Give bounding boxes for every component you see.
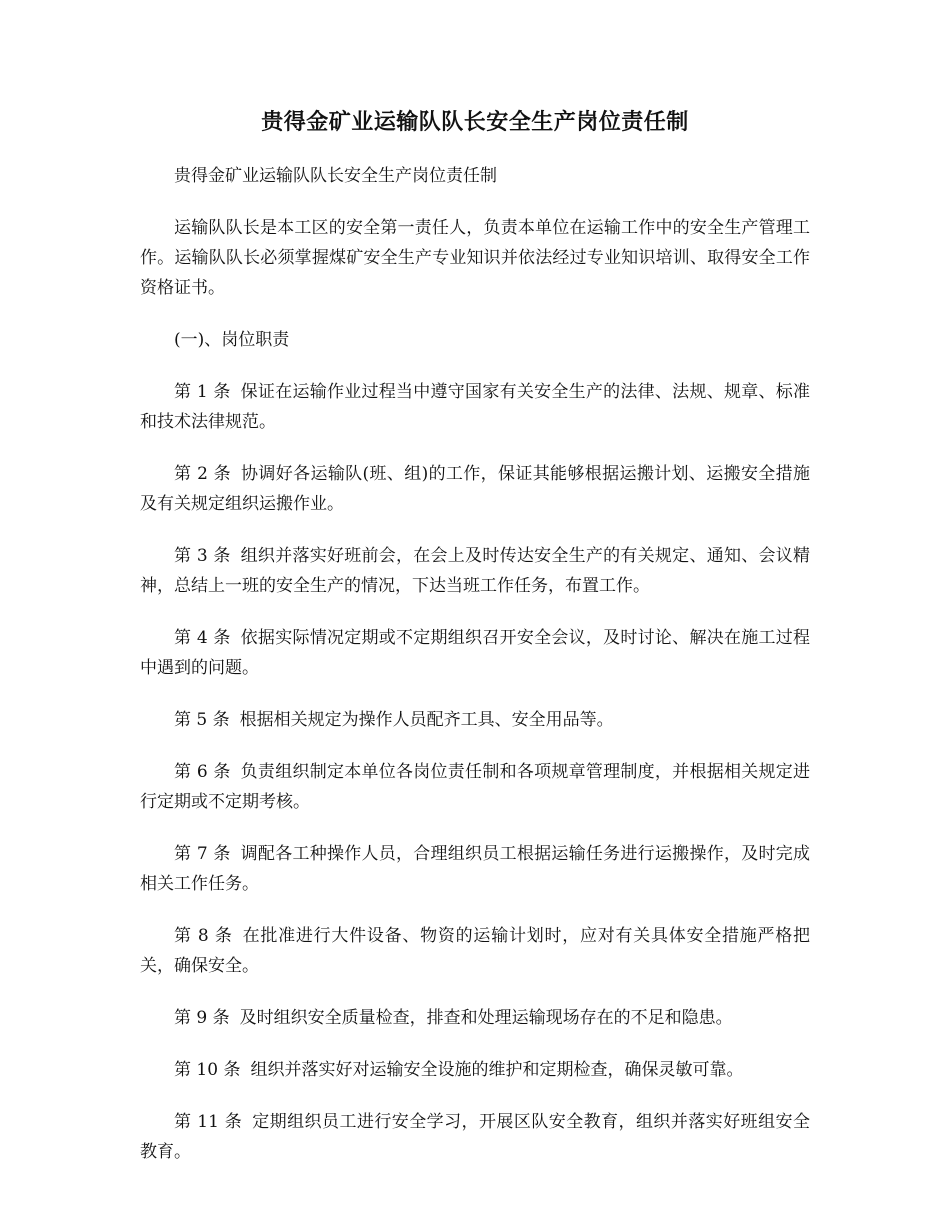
article-2 — [140, 459, 810, 519]
article-text: 负责组织制定本单位各岗位责任制和各项规章管理制度，并根据相关规定进行定期或不定期考核。 — [140, 761, 811, 812]
article-number: 第 1 条 — [174, 381, 231, 402]
article-text: 定期组织员工进行安全学习，开展区队安全教育，组织并落实好班组安全教育。 — [140, 1111, 810, 1162]
article-number: 第 3 条 — [174, 545, 231, 566]
article-10 — [140, 1055, 810, 1085]
article-1 — [140, 377, 810, 437]
article-number: 第 2 条 — [174, 463, 232, 484]
document-title: 贵得金矿业运输队队长安全生产岗位责任制 — [261, 109, 689, 135]
article-number: 第 11 条 — [174, 1111, 243, 1132]
article-number: 第 4 条 — [174, 627, 231, 648]
article-text: 在批准进行大件设备、物资的运输计划时，应对有关具体安全措施严格把关，确保安全。 — [140, 925, 810, 976]
document-page — [140, 108, 810, 1189]
article-text: 保证在运输作业过程当中遵守国家有关安全生产的法律、法规、规章、标准和技术法律规范。 — [140, 381, 811, 432]
article-text: 调配各工种操作人员，合理组织员工根据运输任务进行运搬操作，及时完成相关工作任务。 — [140, 843, 811, 894]
article-text: 协调好各运输队(班、组)的工作，保证其能够根据运搬计划、运搬安全措施及有关规定组织运搬作业。 — [140, 463, 811, 514]
article-9 — [140, 1003, 810, 1033]
article-number: 第 6 条 — [174, 761, 231, 782]
section-heading: (一)、岗位职责 — [174, 329, 290, 350]
article-text: 根据相关规定为操作人员配齐工具、安全用品等。 — [239, 709, 614, 730]
article-number: 第 10 条 — [174, 1059, 241, 1080]
article-text: 组织并落实好班前会，在会上及时传达安全生产的有关规定、通知、会议精神，总结上一班的安全生产的情况，下达当班工作任务，布置工作。 — [140, 545, 811, 596]
article-text: 依据实际情况定期或不定期组织召开安全会议，及时讨论、解决在施工过程中遇到的问题。 — [140, 627, 811, 678]
article-number: 第 9 条 — [174, 1007, 230, 1028]
article-5 — [140, 705, 810, 735]
article-number: 第 8 条 — [174, 925, 233, 946]
article-text: 组织并落实好对运输安全设施的维护和定期检查，确保灵敏可靠。 — [250, 1059, 744, 1080]
article-11 — [140, 1107, 810, 1167]
document-subtitle: 贵得金矿业运输队队长安全生产岗位责任制 — [174, 165, 497, 186]
article-8 — [140, 921, 810, 981]
article-text: 及时组织安全质量检查，排查和处理运输现场存在的不足和隐患。 — [239, 1007, 733, 1028]
article-number: 第 7 条 — [174, 843, 231, 864]
article-3 — [140, 541, 810, 601]
article-number: 第 5 条 — [174, 709, 230, 730]
article-6 — [140, 757, 810, 817]
article-7 — [140, 839, 810, 899]
intro-paragraph: 运输队队长是本工区的安全第一责任人，负责本单位在运输工作中的安全生产管理工作。运输队队长必须掌握煤矿安全生产专业知识并依法经过专业知识培训、取得安全工作资格证书。 — [140, 217, 810, 298]
article-4 — [140, 623, 810, 683]
